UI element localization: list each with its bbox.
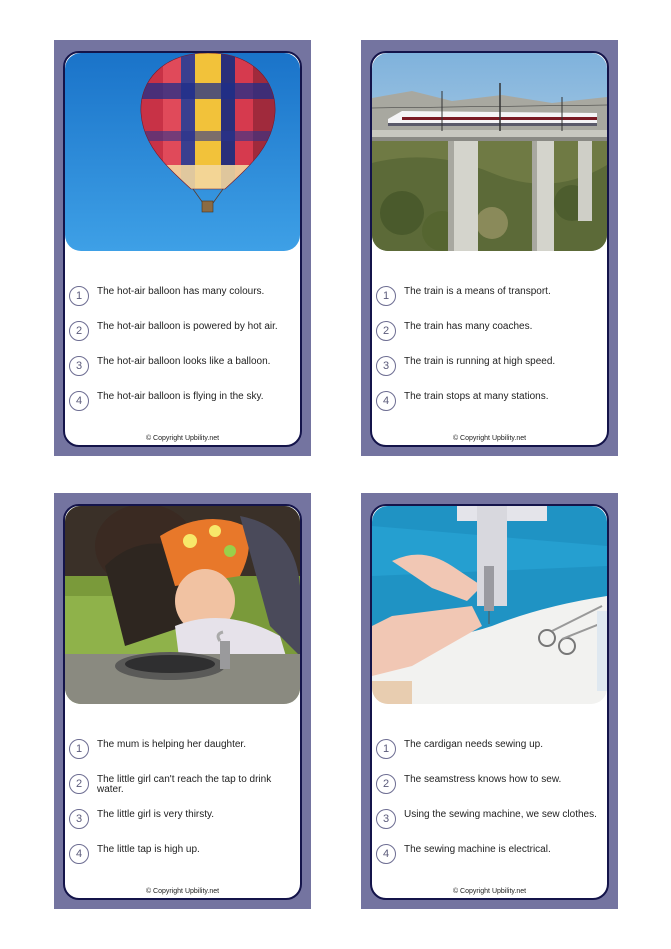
statement-number: 1 [69, 739, 89, 759]
card-hot-air-balloon [54, 40, 311, 456]
card-train [361, 40, 618, 456]
statement-text: The train is running at high speed. [404, 356, 556, 367]
hot-air-balloon-photo [65, 53, 300, 251]
statement-text: The little girl is very thirsty. [97, 809, 215, 820]
copyright-notice: © Copyright Upbility.net [145, 435, 220, 442]
copyright-notice: © Copyright Upbility.net [452, 888, 527, 895]
statement-number: 2 [376, 774, 396, 794]
statement-text: The little tap is high up. [97, 844, 200, 855]
card-panel [370, 504, 609, 900]
card-drinking-fountain [54, 493, 311, 909]
statement-text: The hot-air balloon is flying in the sky. [97, 391, 264, 402]
card-sewing-machine [361, 493, 618, 909]
statement-number: 4 [69, 391, 89, 411]
statement-text: The seamstress knows how to sew. [404, 774, 562, 785]
high-speed-train-photo [372, 53, 607, 251]
card-panel [370, 51, 609, 447]
statement-number: 4 [69, 844, 89, 864]
statement-text: Using the sewing machine, we sew clothes. [404, 809, 597, 820]
statement-number: 1 [69, 286, 89, 306]
card-panel [63, 504, 302, 900]
statement-number: 4 [376, 391, 396, 411]
statement-text: The little girl can't reach the tap to drink water. [97, 774, 272, 795]
copyright-notice: © Copyright Upbility.net [452, 435, 527, 442]
statement-text: The mum is helping her daughter. [97, 739, 246, 750]
statement-text: The train is a means of transport. [404, 286, 551, 297]
sewing-machine-photo [372, 506, 607, 704]
statement-number: 3 [69, 356, 89, 376]
statement-number: 2 [69, 321, 89, 341]
statement-number: 4 [376, 844, 396, 864]
statement-text: The cardigan needs sewing up. [404, 739, 543, 750]
statement-number: 1 [376, 286, 396, 306]
statement-text: The hot-air balloon looks like a balloon. [97, 356, 271, 367]
statement-text: The sewing machine is electrical. [404, 844, 551, 855]
copyright-notice: © Copyright Upbility.net [145, 888, 220, 895]
statement-text: The train has many coaches. [404, 321, 533, 332]
statement-number: 3 [376, 356, 396, 376]
statement-text: The hot-air balloon has many colours. [97, 286, 265, 297]
statement-number: 3 [376, 809, 396, 829]
statement-number: 1 [376, 739, 396, 759]
card-panel [63, 51, 302, 447]
statement-number: 2 [376, 321, 396, 341]
statement-number: 3 [69, 809, 89, 829]
statement-text: The train stops at many stations. [404, 391, 549, 402]
statement-text: The hot-air balloon is powered by hot air. [97, 321, 278, 332]
girl-drinking-fountain-photo [65, 506, 300, 704]
statement-number: 2 [69, 774, 89, 794]
